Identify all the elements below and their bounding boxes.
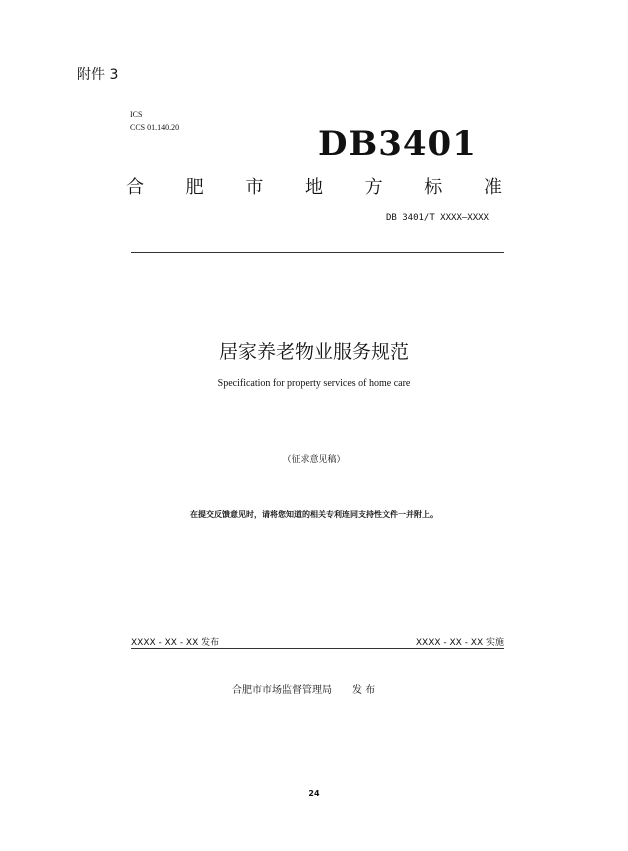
ccs-code: CCS 01.140.20 <box>130 123 180 132</box>
standard-type-char: 肥 <box>185 177 204 198</box>
issuer-line <box>232 681 375 696</box>
document-title-en: Specification for property services of home care <box>217 378 411 389</box>
db-logo: DB3401 <box>318 124 477 164</box>
draft-status: （征求意见稿） <box>282 455 346 465</box>
issue-date: XXXX - XX - XX 发布 <box>131 638 220 648</box>
standard-type-char: 标 <box>424 177 443 198</box>
issuer-name: 合肥市市场监督管理局 <box>232 685 332 696</box>
implementation-date: XXXX - XX - XX 实施 <box>415 638 504 648</box>
issue-word: 发 布 <box>352 685 376 696</box>
attachment-label: 附件 3 <box>77 67 119 83</box>
patent-notice: 在提交反馈意见时，请将您知道的相关专利连同支持性文件一并附上。 <box>190 509 438 519</box>
standard-type-char: 方 <box>364 177 383 198</box>
standard-type-char: 地 <box>304 177 323 198</box>
standard-type-char: 准 <box>483 177 502 198</box>
page-number: 24 <box>308 789 320 798</box>
document-title-cn: 居家养老物业服务规范 <box>218 341 409 363</box>
footer-divider <box>131 648 504 649</box>
standard-number: DB 3401/T XXXX—XXXX <box>386 213 489 223</box>
standard-type-char: 市 <box>245 177 264 198</box>
header-divider <box>131 252 504 253</box>
ics-code: ICS <box>130 110 143 119</box>
standard-type <box>126 176 502 200</box>
standard-type-char: 合 <box>126 177 144 198</box>
